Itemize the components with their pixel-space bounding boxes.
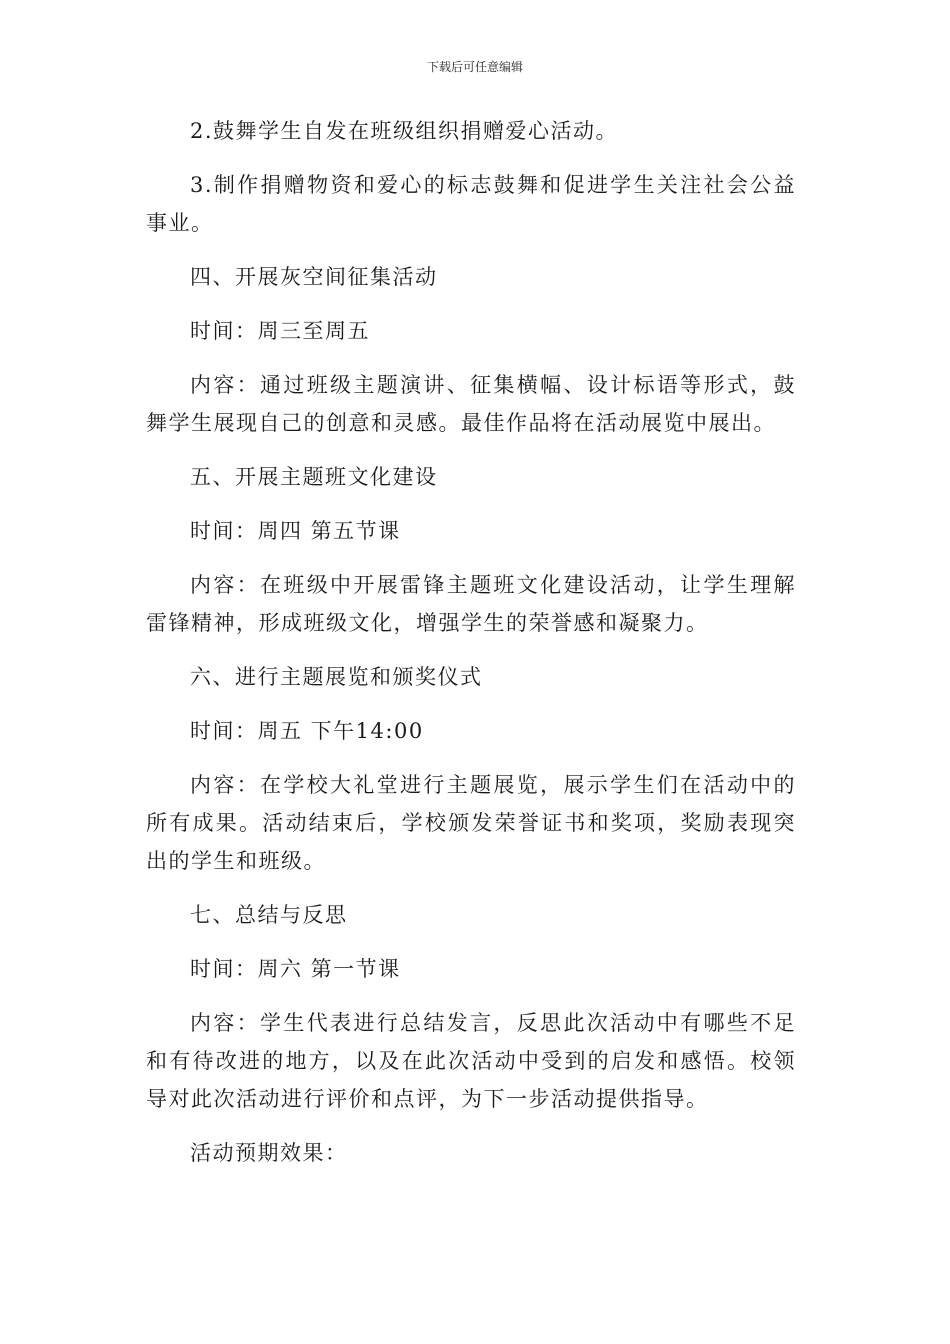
section-heading-6: 六、进行主题展览和颁奖仪式 xyxy=(190,665,483,689)
section-6-content: 内容：在学校大礼堂进行主题展览，展示学生们在活动中的所有成果。活动结束后，学校颁发荣誉证书和奖项，奖励表现突出的学生和班级。 xyxy=(146,773,796,873)
document-body xyxy=(146,112,796,1188)
paragraph-item-2: 2.鼓舞学生自发在班级组织捐赠爱心活动。 xyxy=(190,119,619,143)
section-heading-5: 五、开展主题班文化建设 xyxy=(190,465,438,489)
section-5-time: 时间：周四 第五节课 xyxy=(190,519,401,543)
expected-results-heading: 活动预期效果： xyxy=(190,1141,348,1165)
page-header: 下载后可任意编辑 xyxy=(426,60,523,74)
section-7-content: 内容：学生代表进行总结发言，反思此次活动中有哪些不足和有待改进的地方，以及在此次活动中受到的启发和感悟。校领导对此次活动进行评价和点评，为下一步活动提供指导。 xyxy=(146,1011,796,1111)
section-6-time: 时间：周五 下午14:00 xyxy=(190,719,424,743)
section-7-time: 时间：周六 第一节课 xyxy=(190,957,401,981)
section-heading-4: 四、开展灰空间征集活动 xyxy=(190,265,438,289)
section-heading-7: 七、总结与反思 xyxy=(190,903,348,927)
section-4-time: 时间：周三至周五 xyxy=(190,319,370,343)
section-5-content: 内容：在班级中开展雷锋主题班文化建设活动，让学生理解雷锋精神，形成班级文化，增强学生的荣誉感和凝聚力。 xyxy=(146,573,796,635)
paragraph-item-3: 3.制作捐赠物资和爱心的标志鼓舞和促进学生关注社会公益事业。 xyxy=(146,173,796,235)
section-4-content: 内容：通过班级主题演讲、征集横幅、设计标语等形式，鼓舞学生展现自己的创意和灵感。最佳作品将在活动展览中展出。 xyxy=(146,373,796,435)
